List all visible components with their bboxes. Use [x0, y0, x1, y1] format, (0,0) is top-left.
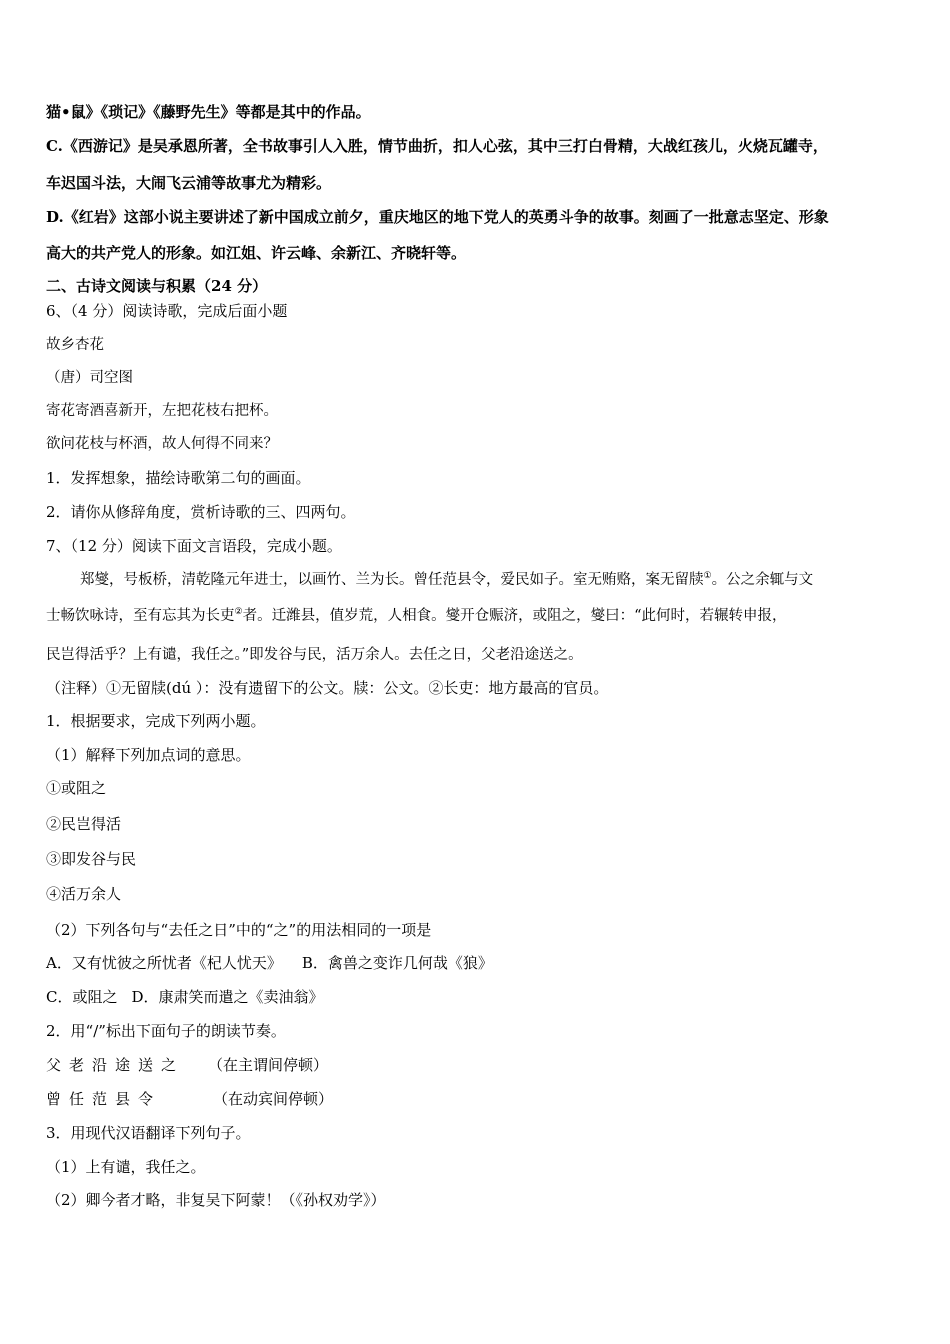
note-2-marker: ② [234, 607, 243, 618]
word-item-2: ②民岂得活 [46, 815, 122, 833]
question-7-prompt: 7、（12 分）阅读下面文言语段，完成小题。 [46, 537, 342, 555]
option-b: B．禽兽之变诈几何哉《狼》 [301, 954, 493, 972]
passage-line-2 [46, 606, 787, 626]
question-6-2: 2．请你从修辞角度，赏析诗歌的三、四两句。 [46, 503, 356, 521]
option-c-line-2: 车迟国斗法，大闹飞云浦等故事尤为精彩。 [46, 174, 332, 192]
option-c-line-1: C.《西游记》是吴承恩所著，全书故事引人入胜，情节曲折，扣人心弦，其中三打白骨精，大战红孩儿，火烧瓦罐寺， [46, 137, 828, 155]
rhythm-note-2: （在动宾间停顿） [213, 1090, 334, 1108]
rhythm-sentence-1: 父老沿途送之 [46, 1056, 185, 1074]
question-7-1-1: （1）解释下列加点词的意思。 [46, 746, 251, 764]
passage-line-1b: 。公之余辄与文 [711, 572, 814, 588]
question-7-3: 3．用现代汉语翻译下列句子。 [46, 1124, 251, 1142]
annotation: （注释）①无留牍(dú ）：没有遗留下的公文。牍：公文。②长吏：地方最高的官员。 [46, 679, 609, 697]
poem-line-1: 寄花寄酒喜新开，左把花枝右把杯。 [46, 403, 278, 419]
option-d-line-1: D.《红岩》这部小说主要讲述了新中国成立前夕，重庆地区的地下党人的英勇斗争的故事。刻画了一批意志坚定、形象 [46, 208, 829, 226]
option-d: D．康肃笑而遣之《卖油翁》 [131, 988, 324, 1006]
option-b-continuation: 猫•鼠》《琐记》《藤野先生》等都是其中的作品。 [46, 103, 371, 121]
passage-line-2a: 士畅饮咏诗，至有忘其为长吏 [46, 608, 235, 624]
note-1-marker: ① [703, 571, 712, 582]
option-c: C．或阻之 [46, 988, 118, 1006]
options-row-1 [46, 953, 493, 973]
word-item-4: ④活万余人 [46, 885, 122, 903]
passage-line-3: 民岂得活乎？上有谴，我任之。”即发谷与民，活万余人。去任之日，父老沿途送之。 [46, 647, 583, 663]
option-d-line-2: 高大的共产党人的形象。如江姐、许云峰、余新江、齐晓轩等。 [46, 244, 467, 262]
passage-line-1 [80, 570, 813, 590]
poem-line-2: 欲问花枝与杯酒，故人何得不同来？ [46, 436, 278, 452]
word-item-3: ③即发谷与民 [46, 850, 137, 868]
poem-author: （唐）司空图 [46, 370, 133, 386]
rhythm-row-1 [46, 1055, 328, 1075]
rhythm-row-2 [46, 1089, 333, 1109]
options-row-2 [46, 987, 324, 1007]
translate-item-1: （1）上有谴，我任之。 [46, 1158, 206, 1176]
question-6-1: 1．发挥想象，描绘诗歌第二句的画面。 [46, 469, 311, 487]
question-6-prompt: 6、（4 分）阅读诗歌，完成后面小题 [46, 302, 288, 320]
rhythm-note-1: （在主谓间停顿） [208, 1056, 329, 1074]
passage-line-2b: 者。迁潍县，值岁荒，人相食。燮开仓赈济，或阻之，燮曰：“此何时，若辗转申报， [242, 608, 787, 624]
question-7-1-2: （2）下列各句与“去任之日”中的“之”的用法相同的一项是 [46, 921, 432, 939]
poem-title: 故乡杏花 [46, 337, 104, 353]
question-7-2: 2．用“/”标出下面句子的朗读节奏。 [46, 1022, 286, 1040]
option-a: A．又有忧彼之所忧者《杞人忧天》 [46, 954, 282, 972]
word-item-1: ①或阻之 [46, 779, 107, 797]
passage-line-1a: 郑燮，号板桥，清乾隆元年进士，以画竹、兰为长。曾任范县令，爱民如子。室无贿赂，案无留牍 [80, 572, 704, 588]
translate-item-2: （2）卿今者才略，非复吴下阿蒙！（《孙权劝学》） [46, 1191, 386, 1209]
section-heading: 二、古诗文阅读与积累（24 分） [46, 277, 268, 295]
question-7-1: 1．根据要求，完成下列两小题。 [46, 712, 266, 730]
rhythm-sentence-2: 曾任范县令 [46, 1090, 162, 1108]
